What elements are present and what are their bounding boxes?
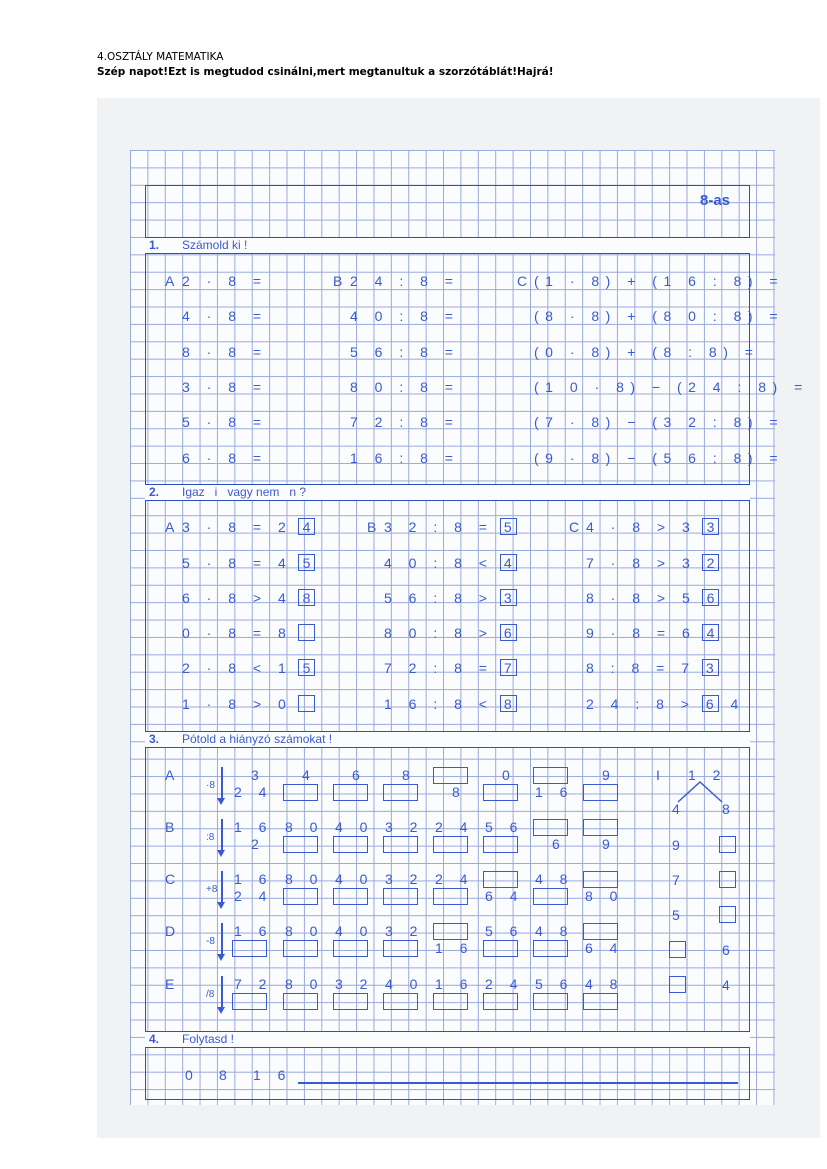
top-number: 3 2 <box>385 923 424 939</box>
top-number: 1 6 <box>234 923 273 939</box>
top-number: 4 8 <box>585 976 624 992</box>
answer-box[interactable] <box>383 836 418 853</box>
operation-label: ·8 <box>206 780 215 791</box>
answer-box[interactable] <box>533 940 568 957</box>
answer-box[interactable] <box>702 659 719 676</box>
answer-box[interactable] <box>702 695 719 712</box>
bottom-number: 2 4 <box>234 888 273 904</box>
answer-box[interactable] <box>702 589 719 606</box>
top-number: 5 6 <box>485 819 524 835</box>
answer-box[interactable] <box>483 993 518 1010</box>
answer-box[interactable] <box>719 836 736 853</box>
operation-label: /8 <box>206 989 215 1000</box>
exercise-letter: B <box>367 519 377 535</box>
statement: 3 2 : 8 = 5 <box>384 519 519 535</box>
top-number: 4 8 <box>535 923 574 939</box>
answer-box[interactable] <box>433 923 468 940</box>
top-number: 8 <box>402 767 417 783</box>
answer-box[interactable] <box>298 659 315 676</box>
tree-root: 1 2 <box>688 767 727 783</box>
statement: 3 · 8 = 2 4 <box>182 519 317 535</box>
exercise-letter: C <box>517 273 528 289</box>
equation: 5 6 : 8 = <box>350 344 460 360</box>
equation: 4 0 : 8 = <box>350 308 460 324</box>
top-number: 4 8 <box>535 871 574 887</box>
equation: 8 0 : 8 = <box>350 379 460 395</box>
top-number: 3 2 <box>385 871 424 887</box>
statement: 8 · 8 > 5 6 <box>586 590 721 606</box>
answer-box[interactable] <box>298 554 315 571</box>
down-arrow-icon <box>221 871 223 903</box>
bottom-number: 6 4 <box>485 888 524 904</box>
tree-value: 9 <box>672 837 680 853</box>
top-number: 2 4 <box>435 871 474 887</box>
down-arrow-icon <box>221 976 223 1008</box>
answer-box[interactable] <box>483 836 518 853</box>
equation: 5 · 8 = <box>182 414 268 430</box>
answer-box[interactable] <box>483 784 518 801</box>
operation-label: :8 <box>206 832 215 843</box>
top-number: 4 0 <box>385 976 424 992</box>
answer-box[interactable] <box>298 589 315 606</box>
answer-box[interactable] <box>298 624 315 641</box>
equation: (8 · 8) + (8 0 : 8) = <box>534 308 785 324</box>
exercise-letter: A <box>165 519 175 535</box>
answer-box[interactable] <box>583 993 618 1010</box>
top-number: 4 <box>302 767 317 783</box>
answer-box[interactable] <box>433 836 468 853</box>
row-letter: C <box>165 871 176 887</box>
answer-box[interactable] <box>298 518 315 535</box>
answer-box[interactable] <box>533 767 568 784</box>
exercise-letter: A <box>165 273 175 289</box>
bottom-number: 9 <box>602 836 617 852</box>
equation: (0 · 8) + (8 : 8) = <box>534 344 760 360</box>
answer-box[interactable] <box>583 871 618 888</box>
exercise-letter: C <box>569 519 580 535</box>
statement: 5 · 8 = 4 5 <box>182 555 317 571</box>
answer-box[interactable] <box>500 624 517 641</box>
answer-box[interactable] <box>719 906 736 923</box>
section-3-header <box>145 731 750 748</box>
tree-left: 4 <box>672 801 680 817</box>
tree-value: 5 <box>672 907 680 923</box>
answer-box[interactable] <box>500 554 517 571</box>
tree-value: 4 <box>722 977 730 993</box>
answer-box[interactable] <box>500 518 517 535</box>
answer-box[interactable] <box>533 993 568 1010</box>
answer-box[interactable] <box>283 993 318 1010</box>
top-number: 3 2 <box>385 819 424 835</box>
statement: 8 : 8 = 7 3 <box>586 660 721 676</box>
sequence-number: 1 6 <box>253 1067 292 1083</box>
equation: 3 · 8 = <box>182 379 268 395</box>
equation: 4 · 8 = <box>182 308 268 324</box>
top-number: 8 0 <box>285 923 324 939</box>
equation: 1 6 : 8 = <box>350 450 460 466</box>
top-number: 3 2 <box>335 976 374 992</box>
section-2-header <box>145 484 750 501</box>
row-letter: E <box>165 976 175 992</box>
section-number: 2. <box>149 485 160 499</box>
answer-box[interactable] <box>232 993 267 1010</box>
answer-box[interactable] <box>500 695 517 712</box>
statement: 1 · 8 > 0 <box>182 696 293 712</box>
equation: (7 · 8) − (3 2 : 8) = <box>534 414 785 430</box>
down-arrow-icon <box>221 923 223 955</box>
answer-box[interactable] <box>500 589 517 606</box>
answer-box[interactable] <box>483 871 518 888</box>
document-header <box>97 50 554 80</box>
section-title: Számold ki ! <box>182 238 248 252</box>
answer-box[interactable] <box>669 976 686 993</box>
row-letter: B <box>165 819 175 835</box>
top-number: 6 <box>352 767 367 783</box>
equation: 7 2 : 8 = <box>350 414 460 430</box>
top-number: 1 6 <box>435 976 474 992</box>
top-number: 4 0 <box>335 819 374 835</box>
equation: 2 · 8 = <box>182 273 268 289</box>
section-1-header <box>145 237 750 254</box>
answer-box[interactable] <box>283 836 318 853</box>
answer-box[interactable] <box>583 923 618 940</box>
answer-box[interactable] <box>702 554 719 571</box>
answer-box[interactable] <box>232 940 267 957</box>
sequence-number: 8 <box>219 1067 234 1083</box>
statement: 1 6 : 8 < 8 <box>384 696 519 712</box>
statement: 0 · 8 = 8 <box>182 625 293 641</box>
bottom-number: 8 <box>452 784 467 800</box>
bottom-number: 1 6 <box>435 940 474 956</box>
top-number: 4 0 <box>335 871 374 887</box>
answer-box[interactable] <box>333 993 368 1010</box>
top-number: 2 4 <box>435 819 474 835</box>
tree-value: 7 <box>672 872 680 888</box>
statement: 5 6 : 8 > 3 <box>384 590 519 606</box>
row-letter: D <box>165 923 176 939</box>
statement: 4 · 8 > 3 3 <box>586 519 721 535</box>
top-number: 8 0 <box>285 819 324 835</box>
top-number: 8 0 <box>285 976 324 992</box>
answer-box[interactable] <box>383 784 418 801</box>
bottom-number: 1 6 <box>535 784 574 800</box>
equation: 2 4 : 8 = <box>350 273 460 289</box>
top-number: 4 0 <box>335 923 374 939</box>
answer-box[interactable] <box>702 624 719 641</box>
bottom-number: 6 <box>552 836 567 852</box>
statement: 2 · 8 < 1 5 <box>182 660 317 676</box>
bottom-number: 6 4 <box>585 940 624 956</box>
bottom-number: 8 0 <box>585 888 624 904</box>
answer-box[interactable] <box>433 993 468 1010</box>
answer-box[interactable] <box>433 767 468 784</box>
top-number: 1 6 <box>234 871 273 887</box>
top-number: 0 <box>502 767 517 783</box>
tree-right: 8 <box>722 801 730 817</box>
tree-letter: I <box>656 767 660 783</box>
equation: (1 0 · 8) − (2 4 : 8) = <box>534 379 809 395</box>
bottom-number: 2 4 <box>234 784 273 800</box>
answer-box[interactable] <box>719 871 736 888</box>
answer-box[interactable] <box>333 940 368 957</box>
worksheet-title: 8-as <box>700 192 731 209</box>
answer-box[interactable] <box>333 784 368 801</box>
answer-box[interactable] <box>283 784 318 801</box>
section-title: Folytasd ! <box>182 1032 235 1046</box>
answer-box[interactable] <box>298 695 315 712</box>
statement: 2 4 : 8 > 6 4 <box>586 696 745 712</box>
sequence-number: 0 <box>185 1067 200 1083</box>
top-number: 1 6 <box>234 819 273 835</box>
top-number: 3 <box>251 767 266 783</box>
operation-label: -8 <box>206 936 215 947</box>
answer-box[interactable] <box>533 888 568 905</box>
statement: 7 · 8 > 3 2 <box>586 555 721 571</box>
answer-box[interactable] <box>383 940 418 957</box>
section-title: Igaz i vagy nem n ? <box>182 485 307 499</box>
answer-box[interactable] <box>500 659 517 676</box>
statement: 6 · 8 > 4 8 <box>182 590 317 606</box>
answer-line[interactable] <box>298 1082 738 1084</box>
top-number: 5 6 <box>535 976 574 992</box>
answer-box[interactable] <box>283 940 318 957</box>
answer-box[interactable] <box>383 993 418 1010</box>
answer-box[interactable] <box>583 784 618 801</box>
equation: (1 · 8) + (1 6 : 8) = <box>534 273 785 289</box>
section-4-header <box>145 1031 750 1048</box>
header-title: 4.OSZTÁLY MATEMATIKA <box>97 51 224 63</box>
row-letter: A <box>165 767 175 783</box>
answer-box[interactable] <box>702 518 719 535</box>
down-arrow-icon <box>221 767 223 799</box>
statement: 7 2 : 8 = 7 <box>384 660 519 676</box>
top-number: 8 0 <box>285 871 324 887</box>
answer-box[interactable] <box>669 941 686 958</box>
equation: 8 · 8 = <box>182 344 268 360</box>
bottom-number: 2 <box>251 836 266 852</box>
section-number: 1. <box>149 238 160 252</box>
top-number: 2 4 <box>485 976 524 992</box>
top-number: 9 <box>602 767 617 783</box>
equation: (9 · 8) − (5 6 : 8) = <box>534 450 785 466</box>
top-number: 7 2 <box>234 976 273 992</box>
answer-box[interactable] <box>533 819 568 836</box>
statement: 9 · 8 = 6 4 <box>586 625 721 641</box>
down-arrow-icon <box>221 819 223 851</box>
answer-box[interactable] <box>333 888 368 905</box>
answer-box[interactable] <box>283 888 318 905</box>
answer-box[interactable] <box>583 819 618 836</box>
answer-box[interactable] <box>433 888 468 905</box>
statement: 8 0 : 8 > 6 <box>384 625 519 641</box>
answer-box[interactable] <box>483 940 518 957</box>
section-number: 3. <box>149 732 160 746</box>
tree-value: 6 <box>722 942 730 958</box>
answer-box[interactable] <box>383 888 418 905</box>
statement: 4 0 : 8 < 4 <box>384 555 519 571</box>
section-number: 4. <box>149 1032 160 1046</box>
section-title: Pótold a hiányzó számokat ! <box>182 732 333 746</box>
header-subtitle: Szép napot!Ezt is megtudod csinálni,mert megtanultuk a szorzótáblát!Hajrá! <box>97 66 554 78</box>
answer-box[interactable] <box>333 836 368 853</box>
operation-label: +8 <box>206 884 218 895</box>
exercise-letter: B <box>333 273 343 289</box>
top-number: 5 6 <box>485 923 524 939</box>
equation: 6 · 8 = <box>182 450 268 466</box>
